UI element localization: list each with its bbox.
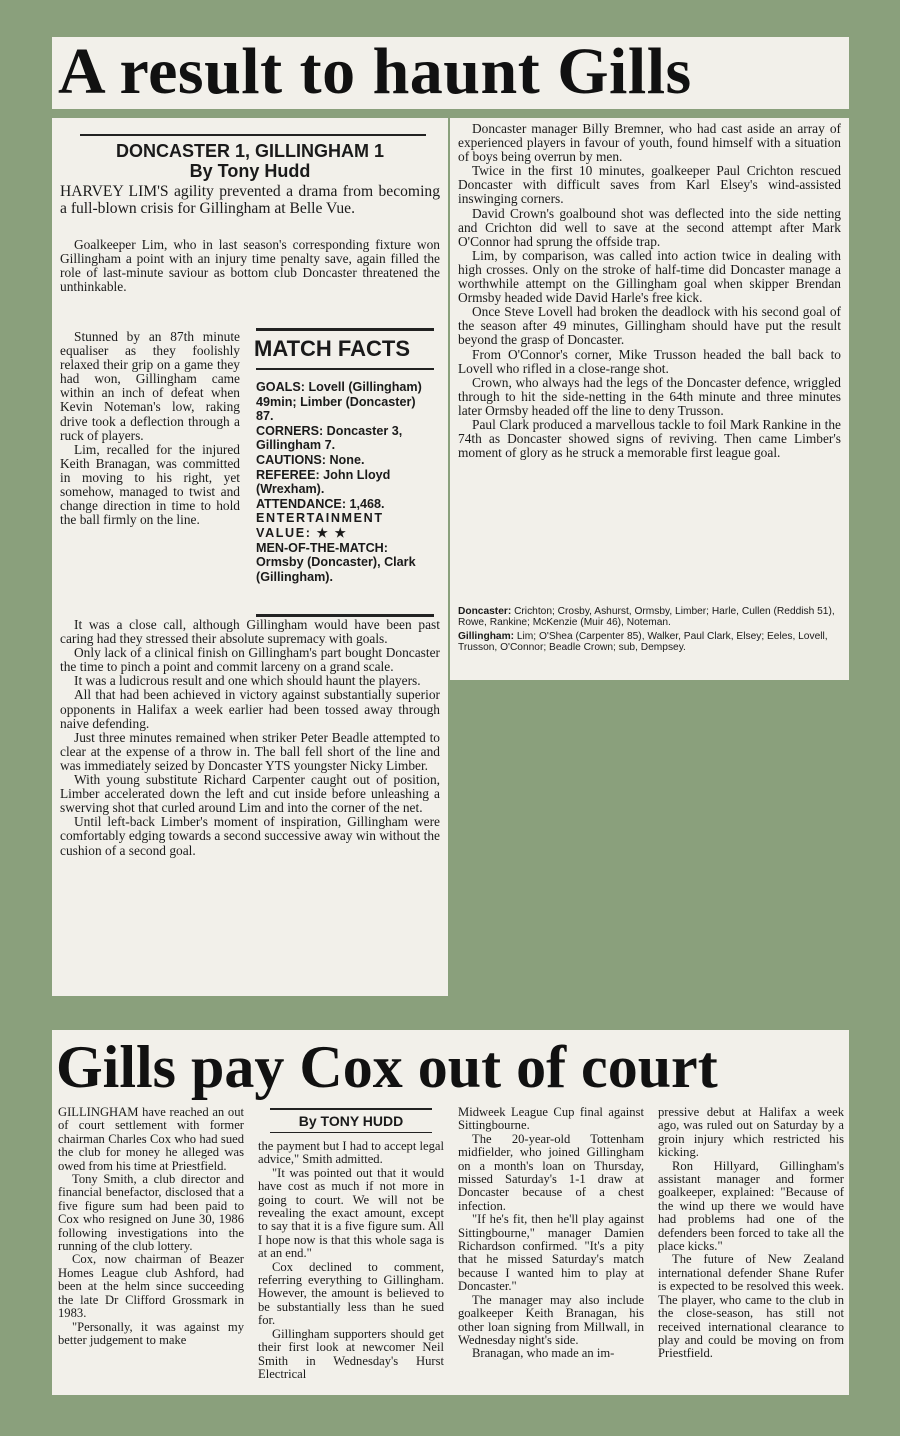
fact-entertainment: ENTERTAINMENT VALUE: ★ ★ xyxy=(256,511,384,540)
article1-headline: A result to haunt Gills xyxy=(58,35,692,108)
article1-lower-text xyxy=(60,618,440,990)
paragraph: The 20-year-old Tottenham midfielder, who joined Gillingham on a month's loan on Thursday, missed Saturday's 1-1 draw at Doncaster because of a chest infection. xyxy=(458,1131,644,1213)
article1-kicker: DONCASTER 1, GILLINGHAM 1 xyxy=(115,141,384,161)
lead-paragraph: HARVEY LIM'S agility prevented a drama from becoming a full-blown crisis for Gillingham at Belle Vue. xyxy=(60,184,440,217)
paragraph: From O'Connor's corner, Mike Trusson headed the ball back to Lovell who rifled in a close-range shot. xyxy=(458,346,841,376)
article2-byline: By TONY HUDD xyxy=(298,1113,404,1129)
gillingham-lineup xyxy=(458,631,841,654)
doncaster-label: Doncaster: xyxy=(458,606,512,617)
byline-rule-bottom xyxy=(270,1132,432,1133)
gillingham-players: Lim; O'Shea (Carpenter 85), Walker, Paul Clark, Elsey; Eeles, Lovell, Trusson, O'Connor; Beadle Crown; sub, Dempsey. xyxy=(458,630,828,654)
paragraph: Branagan, who made an im- xyxy=(472,1346,615,1361)
paragraph: "Personally, it was against my better judgement to make xyxy=(58,1319,244,1347)
article1-left-clipping xyxy=(52,118,448,996)
fact-attendance: ATTENDANCE: 1,468. xyxy=(256,496,385,511)
match-facts-title: MATCH FACTS xyxy=(254,336,411,361)
article1-right-clipping xyxy=(450,118,849,680)
article2-col2 xyxy=(258,1140,444,1392)
fact-cautions: CAUTIONS: None. xyxy=(256,452,365,467)
fact-goals: GOALS: Lovell (Gillingham) 49min; Limber (Doncaster) 87. xyxy=(256,380,422,424)
paragraph: Lim, by comparison, was called into action twice in dealing with high crosses. Only on the stroke of half-time did Doncaster manage a worthwhile attempt on the Gillingham goal when skipper Brendan Ormsby headed wide David Harle's free kick. xyxy=(458,247,841,306)
paragraph: Cox declined to comment, referring everything to Gillingham. However, the amount is believed to be substantially less than he sued for. xyxy=(258,1259,444,1328)
match-facts-list xyxy=(256,380,436,584)
team-lineups xyxy=(458,606,841,676)
paragraph: Stunned by an 87th minute equaliser as they foolishly relaxed their grip on a game they had won, Gillingham came within an inch of defeat when Kevin Noteman's low, raking drive took a deflection through a ruck of players. xyxy=(60,330,240,443)
fact-corners: CORNERS: Doncaster 3, Gillingham 7. xyxy=(256,423,403,453)
headline-strip-1 xyxy=(52,37,849,109)
paragraph: Until left-back Limber's moment of inspiration, Gillingham were comfortably edging towards a second successive away win without the cushion of a second goal. xyxy=(60,814,440,858)
top-rule xyxy=(80,134,426,136)
paragraph: "If he's fit, then he'll play against Sittingbourne," manager Damien Richardson confirmed. "It's a pity that he missed Saturday's match because I wanted him to play at Doncaster." xyxy=(458,1212,644,1294)
paragraph: David Crown's goalbound shot was deflected into the side netting and Crichton did well to save at the second attempt after Mark O'Connor had sprung the offside trap. xyxy=(458,205,841,249)
article1-right-text xyxy=(458,122,841,608)
paragraph: pressive debut at Halifax a week ago, was ruled out on Saturday by a groin injury which restricted his kicking. xyxy=(658,1106,844,1160)
paragraph: Only lack of a clinical finish on Gillingham's part bought Doncaster the time to pinch a point and commit larceny on a grand scale. xyxy=(60,645,440,675)
paragraph: "It was pointed out that it would have cost as much if not more in going to court. We will not be revealing the exact amount, except to say that it is a five figure sum. All I hope now is that this whole saga is at an end." xyxy=(258,1165,444,1261)
paragraph: Lim, recalled for the injured Keith Branagan, was committed in moving to his right, yet somehow, managed to twist and change direction in time to hold the ball firmly on the line. xyxy=(60,441,240,528)
match-facts-box xyxy=(250,326,440,622)
paragraph: Just three minutes remained when striker Peter Beadle attempted to clear at the expense of a throw in. The ball fell short of the line and was immediately seized by Doncaster YTS youngster Nicky Limber. xyxy=(60,729,440,773)
paragraph: Once Steve Lovell had broken the deadlock with his second goal of the season after 49 minutes, Gillingham should have put the result beyond the grasp of Doncaster. xyxy=(458,304,841,348)
article1-lead xyxy=(60,184,440,236)
paragraph: It was a close call, although Gillingham would have been past caring had they stressed their absolute supremacy with goals. xyxy=(60,618,440,647)
article1-intro-text xyxy=(60,238,440,324)
paragraph: The manager may also include goalkeeper Keith Branagan, his other loan signing from Millwall, in Wednesday night's side. xyxy=(458,1292,644,1347)
article2-headline: Gills pay Cox out of court xyxy=(56,1034,718,1100)
paragraph: Tony Smith, a club director and financial benefactor, disclosed that a five figure sum had been paid to Cox who resigned on June 30, 1986 following investigations into the running of the club lottery. xyxy=(58,1172,244,1254)
paragraph: Gillingham supporters should get their first look at newcomer Neil Smith in Wednesday's Hurst Electrical xyxy=(258,1326,444,1381)
paragraph: Ron Hillyard, Gillingham's assistant manager and former goalkeeper, explained: "Because of the wind up there we would have had problems had one of the defenders been forced to take all the place kicks." xyxy=(658,1158,844,1254)
article2-byline-box xyxy=(258,1106,444,1136)
paragraph: Goalkeeper Lim, who in last season's corresponding fixture won Gillingham a point with an injury time penalty save, again filled the role of last-minute saviour as bottom club Doncaster threatened the unthinkable. xyxy=(60,238,440,295)
paragraph: It was a ludicrous result and one which should haunt the players. xyxy=(74,673,421,689)
fact-referee: REFEREE: John Lloyd (Wrexham). xyxy=(256,467,391,497)
paragraph: All that had been achieved in victory against substantially superior opponents in Halifax a week earlier had been tossed away through naive defending. xyxy=(60,687,440,731)
paragraph: Midweek League Cup final against Sittingbourne. xyxy=(458,1106,644,1133)
article1-byline: By Tony Hudd xyxy=(189,161,311,181)
gillingham-label: Gillingham: xyxy=(458,630,515,642)
doncaster-players: Crichton; Crosby, Ashurst, Ormsby, Limber; Harle, Cullen (Reddish 51), Rowe, Rankine; McKenzie (Muir 46), Noteman. xyxy=(458,606,835,629)
match-facts-rule-bottom xyxy=(256,614,434,617)
article2-clipping xyxy=(52,1030,849,1395)
article2-col4 xyxy=(658,1106,844,1392)
paragraph: With young substitute Richard Carpenter caught out of position, Limber accelerated down the left and cut inside before unleashing a swerving shot that curled around Lim and into the corner of the net. xyxy=(60,772,440,816)
paragraph: Twice in the first 10 minutes, goalkeeper Paul Crichton rescued Doncaster with difficult saves from Karl Elsey's wind-assisted inswinging corners. xyxy=(458,163,841,207)
byline-rule-top xyxy=(270,1108,432,1110)
paragraph: Crown, who always had the legs of the Doncaster defence, wriggled through to hit the side-netting in the 64th minute and three minutes later Ormsby headed off the line to deny Trusson. xyxy=(458,374,841,418)
fact-motm: MEN-OF-THE-MATCH: Ormsby (Doncaster), Clark (Gillingham). xyxy=(256,540,416,584)
paragraph: Paul Clark produced a marvellous tackle to foil Mark Rankine in the 74th as Doncaster showed signs of reviving. Then came Limber's moment of glory as he struck a memorable first league goal. xyxy=(458,416,841,461)
article2-col1 xyxy=(58,1106,244,1392)
article1-narrow-text xyxy=(60,330,240,618)
article2-col3 xyxy=(458,1106,644,1392)
match-facts-rule-top xyxy=(256,328,434,331)
paragraph: The future of New Zealand international defender Shane Rufer is expected to be resolved this week. The player, who came to the club in the close-season, has still not received international clearance to play and could be moving on from Priestfield. xyxy=(658,1252,844,1361)
doncaster-lineup xyxy=(458,606,841,629)
paragraph: Cox, now chairman of Beazer Homes League club Ashford, had been at the helm since succeeding the late Dr Clifford Grossmark in 1983. xyxy=(58,1252,244,1321)
paragraph: the payment but I had to accept legal advice," Smith admitted. xyxy=(258,1140,444,1167)
paragraph: Doncaster manager Billy Bremner, who had cast aside an array of experienced players in favour of youth, found himself with a situation of boys being overrun by men. xyxy=(458,122,841,165)
match-facts-rule xyxy=(256,368,434,370)
paragraph: GILLINGHAM have reached an out of court settlement with former chairman Charles Cox who had sued the club for money he alleged was owed from his time at Priestfield. xyxy=(58,1106,244,1173)
